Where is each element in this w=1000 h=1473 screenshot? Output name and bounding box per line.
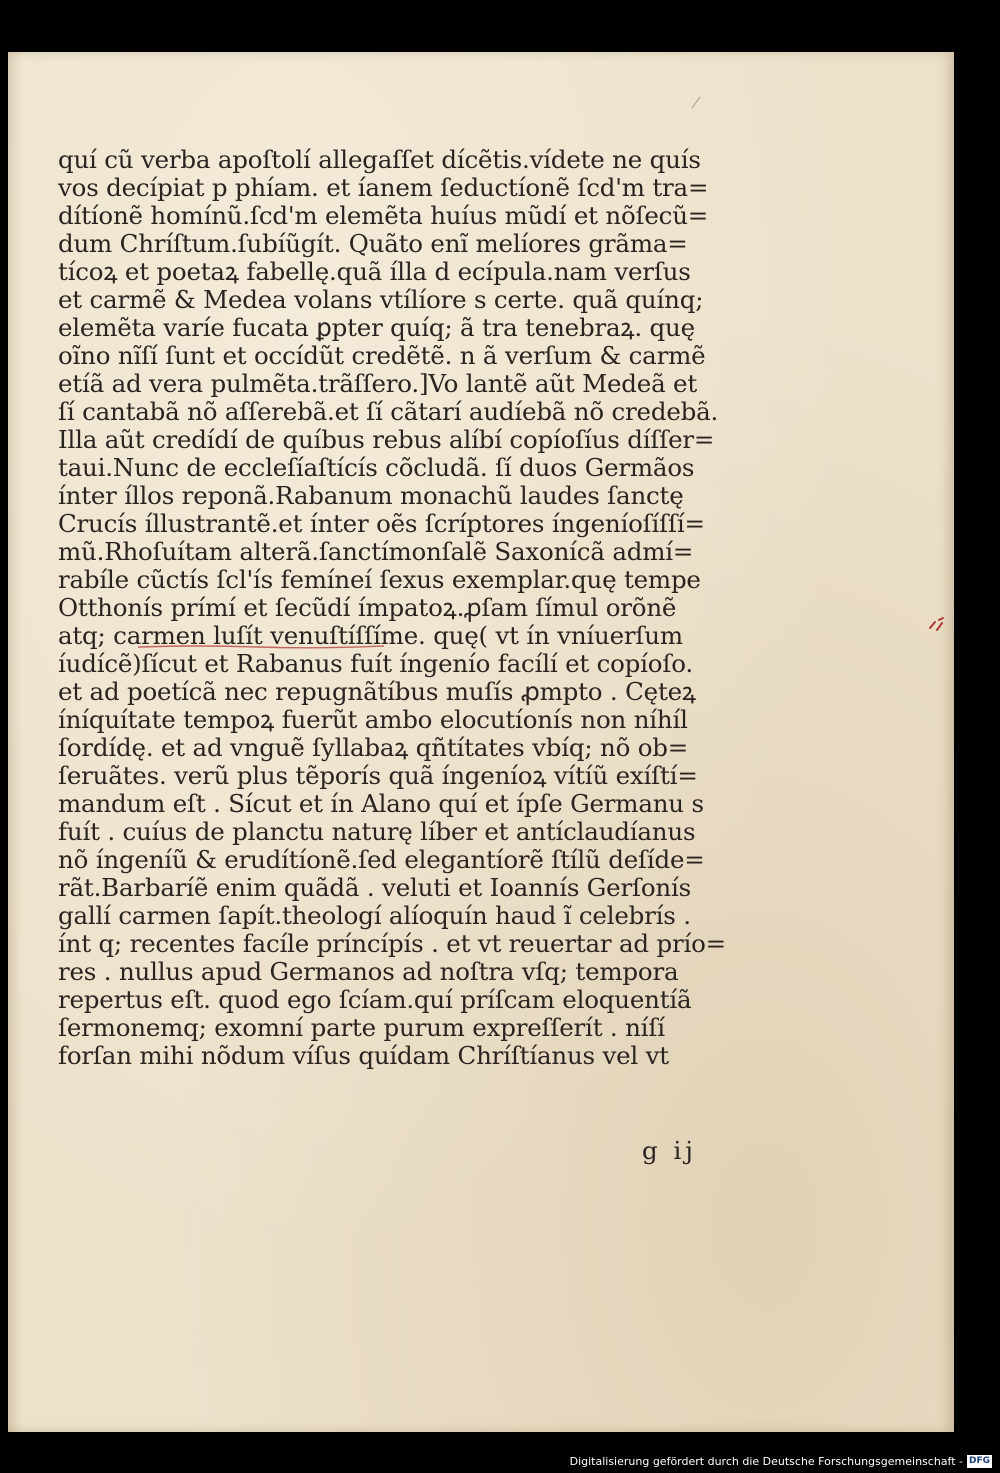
signature-mark: g ij [642, 1136, 697, 1165]
text-line: vos decípiat p phíam. et íanem ſeductíonẽ ſcd'm tra= [58, 173, 709, 202]
footer-credit-text: Digitalisierung gefördert durch die Deutsche Forschungsgemeinschaft - [569, 1455, 963, 1468]
text-line: ínter íllos reponã.Rabanum monachũ laudes ſanctę [58, 481, 684, 510]
text-line: nõ íngeníũ & erudítíonẽ.ſed elegantíorẽ ſtílũ deſíde= [58, 845, 705, 874]
text-line: ſermonemq; exomní parte purum expreſſerít . níſí [58, 1013, 665, 1042]
text-line: elemẽta varíe fucata ꝑpter quíq; ã tra tenebraꝝ. quę [58, 313, 695, 342]
text-line: rãt.Barbaríẽ enim quãdã . veluti et Ioannís Gerſonís [58, 873, 691, 902]
text-line: mandum eſt . Sícut et ín Alano quí et ípſe Germanu s [58, 789, 704, 818]
text-line: fuít . cuíus de planctu naturę líber et antíclaudíanus [58, 817, 696, 846]
text-line: íníquítate tempoꝝ fuerũt ambo elocutíonís non níhíl [58, 705, 688, 734]
text-line: dum Chríſtum.ſubíũgít. Quãto enĩ melíores grãma= [58, 229, 688, 258]
text-line: Illa aũt credídí de quíbus rebus alíbí copíoſíus díſſer= [58, 425, 715, 454]
text-line: mũ.Rhoſuítam alterã.ſanctímonſalẽ Saxonícã admí= [58, 537, 694, 566]
book-page [8, 52, 954, 1432]
text-block [58, 146, 738, 1070]
text-line: atq; carmen luſít venuſtíſſíme. quę( vt ín vníuerſum [58, 621, 683, 650]
text-line: taui.Nunc de eccleſíaſtícís cõcludã. ſí duos Germãos [58, 453, 695, 482]
text-line: et carmẽ & Medea volans vtílíore s certe. quã quínq; [58, 285, 704, 314]
dfg-logo: DFG [968, 1456, 990, 1466]
text-line: forſan mihi nõdum víſus quídam Chríſtíanus vel vt [58, 1041, 669, 1070]
text-line: Otthonís prímí et ſecũdí ímpatoꝝ.ꝓſam ſímul orõnẽ [58, 593, 677, 622]
text-line: ſeruãtes. verũ plus tẽporís quã íngeníoꝝ vítíũ exíſtí= [58, 761, 698, 790]
text-line: gallí carmen ſapít.theologí alíoquín haud ĩ celebrís . [58, 901, 691, 930]
text-line: etíã ad vera pulmẽta.trãſſero.]Vo lantẽ aũt Medeã et [58, 369, 698, 398]
text-line: íudícẽ)ſícut et Rabanus fuít íngenío facílí et copíoſo. [58, 649, 693, 678]
corner-pencil-mark [688, 94, 704, 110]
text-line: quí cũ verba apoſtolí allegaſſet dícẽtis.vídete ne quís [58, 145, 701, 174]
text-line: Crucís íllustrantẽ.et ínter oẽs ſcríptores íngeníoſíſſí= [58, 509, 705, 538]
text-line: et ad poetícã nec repugnãtíbus muſís ꝓmpto . Cęteꝝ [58, 677, 696, 706]
text-line: ínt q; recentes facíle príncípís . et vt reuertar ad prío= [58, 929, 727, 958]
text-line: ſí cantabã nõ aſſerebã.et ſí cãtarí audíebã nõ credebã. [58, 397, 719, 426]
text-line: rabíle cũctís ſcl'ís femíneí ſexus exemplar.quę tempe [58, 565, 701, 594]
text-line: res . nullus apud Germanos ad noſtra vſq; tempora [58, 957, 679, 986]
text-line: repertus eſt. quod ego ſcíam.quí príſcam eloquentíã [58, 985, 692, 1014]
text-line: ſordídę. et ad vnguẽ ſyllabaꝝ qñtítates vbíq; nõ ob= [58, 733, 689, 762]
footer-credit [570, 1455, 992, 1468]
text-line: tícoꝝ et poetaꝝ fabellę.quã ílla d ecípula.nam verſus [58, 257, 691, 286]
handwritten-underline [138, 644, 384, 650]
margin-annotation-mark [926, 614, 948, 634]
text-line: dítíonẽ homínũ.ſcd'm elemẽta huíus mũdí et nõſecũ= [58, 201, 709, 230]
text-line: oĩno nĩſí ſunt et occídũt credẽtẽ. n ã verſum & carmẽ [58, 341, 706, 370]
